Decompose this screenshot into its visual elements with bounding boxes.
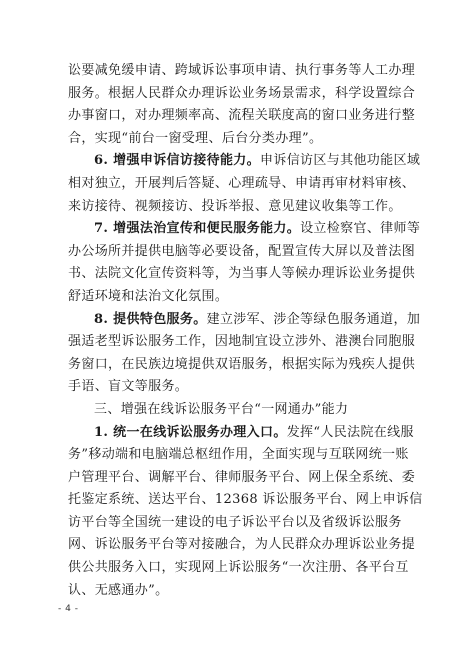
body-text [68,60,423,602]
line-text: 服务。根据人民群众办理诉讼业务场景需求，科学设置综合 [68,85,416,101]
paragraph-line [68,241,416,264]
line-text: 讼要减免缓申请、跨域诉讼事项申请、执行事务等人工办理 [68,63,416,78]
line-text: 舒适环境和法治文化氛围。 [68,288,229,304]
paragraph-line [68,286,390,309]
paragraph-line [68,534,416,557]
paragraph-line [68,376,390,399]
line-text: 务窗口，在民族边境提供双语服务，根据实际为残疾人提供 [68,356,416,372]
item-heading: 6. 增强申诉信访接待能力。 [94,153,260,169]
paragraph-line [68,467,416,490]
line-text: 手语、盲文等服务。 [68,379,189,395]
paragraph-line [68,489,423,512]
item-heading: 7. 增强法治宣传和便民服务能力。 [94,221,301,237]
line-text: 访平台等全国统一建设的电子诉讼平台以及省级诉讼服务 [68,514,402,530]
line-text: 相对独立，开展判后答疑、心理疏导、申请再审材料审核、 [68,175,416,191]
line-text: 办事窗口，对办理频率高、流程关联度高的窗口业务进行整 [68,108,416,124]
paragraph-line [68,196,402,219]
paragraph-line [68,263,416,286]
paragraph-line [68,105,416,128]
paragraph-line [68,83,416,106]
line-text: 发挥“人民法院在线服 [286,424,414,440]
line-text: 来访接待、视频接访、投诉举报、意见建议收集等工作。 [68,198,402,214]
line-text: 申诉信访区与其他功能区域 [260,153,421,169]
line-text: 设立检察官、律师等 [300,221,421,237]
paragraph-line [68,557,409,580]
line-text: 强适老型诉讼服务工作，因地制宜设立涉外、港澳台同胞服 [68,334,416,350]
section-item-8 [68,309,421,332]
line-text: 建立涉军、涉企等绿色服务通道，加 [206,311,421,327]
item-heading: 1. 统一在线诉讼服务办理入口。 [94,424,287,440]
section-heading-text: 三、增强在线诉讼服务平台“一网通办”能力 [94,401,349,417]
line-text: 托鉴定系统、送达平台、12368 诉讼服务平台、网上申诉信 [68,492,423,508]
line-text: 办公场所并提供电脑等必要设备，配置宣传大屏以及普法图 [68,243,416,259]
section-item-6 [68,150,421,173]
paragraph-line [68,444,409,467]
paragraph-line [68,331,416,354]
line-text: 供公共服务入口，实现网上诉讼服务“一次注册、各平台互 [68,560,409,576]
paragraph-line [68,128,390,151]
paragraph-line [68,60,416,83]
line-text: 合，实现“前台一窗受理、后台分类办理”。 [68,130,323,146]
line-text: 网、诉讼服务平台等对接融合，为人民群众办理诉讼业务提 [68,537,416,553]
line-text: 认、无感通办”。 [68,582,169,598]
line-text: 户管理平台、调解平台、律师服务平台、网上保全系统、委 [68,469,416,485]
paragraph-line [68,173,416,196]
paragraph-line [68,580,390,603]
line-text: 书、法院文化宣传资料等，为当事人等候办理诉讼业务提供 [68,266,416,282]
page-number: - 4 - [58,604,79,614]
section-heading-3 [68,399,390,422]
paragraph-line [68,354,416,377]
section-item-7 [68,218,421,241]
section-item-1 [68,422,414,445]
paragraph-line [68,512,402,535]
line-text: 务”移动端和电脑端总枢纽作用，全面实现与互联网统一账 [68,447,409,463]
item-heading: 8. 提供特色服务。 [94,311,207,327]
